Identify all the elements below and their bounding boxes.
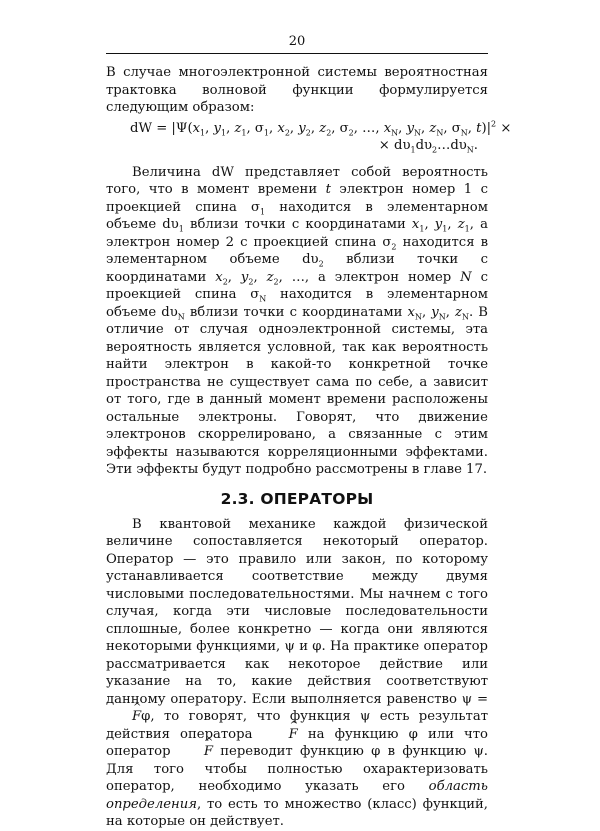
formula-line-2: × $d\upsilon_1d\upsilon_2\dots d\upsilon_N$. <box>378 137 478 155</box>
intro-paragraph: В случае многоэлектронной системы вероятностная трактовка волновой функции формулируется следующим образом: <box>106 65 488 115</box>
formula-line-1: dW = $|\Psi(x_1$, $y_1$, $z_1$, $\sigma_1$, $x_2$, $y_2$, $z_2$, $\sigma_2$, …, $x_N$, $y_N$, $z_N$, $\sigma_N$, $t)|^2$ × <box>130 119 512 138</box>
book-page <box>106 34 512 831</box>
page-number: 20 <box>288 34 306 49</box>
section-title: 2.3. ОПЕРАТОРЫ <box>220 489 374 508</box>
probability-paragraph: Величина dW представляет собой вероятность того, что в момент времени t электрон номер 1 с проекцией спина $\sigma_1$ находится в элементарном объеме $d\upsilon_1$ вблизи точки с координатами $x_1$, $y_1$, $z_1$, а электрон номер 2 с проекцией спина $\sigma_2$ находится в элементарном объеме $d\upsilon_2$ вблизи точки с координатами $x_2$, $y_2$, $z_2$, …, а электрон номер N с проекцией спина $\sigma_N$ находится в элементарном объеме $d\upsilon_N$ вблизи точки с координатами $x_N$, $y_N$, $z_N$. В отличие от случая одноэлектронной системы, эта вероятность является условной, так как вероятность найти электрон в какой-то конкретной точке пространства не существует сама по себе, а зависит от того, где в данный момент времени расположены остальные электроны. Говорят, что движение электронов скоррелировано, а связанные с этим эффекты называются корреляционными эффектами. Эти эффекты будут подробно рассмотрены в главе 17. <box>106 164 489 477</box>
operators-paragraph: В квантовой механике каждой физической величине сопоставляется некоторый оператор. Оператор — это правило или закон, по которому устанавливается соответствие между двумя числовыми последовательностями. Мы начнем с того случая, когда эти числовые последовательности сплошные, более конкретно — когда они являются некоторыми функциями, ψ и φ. На практике оператор рассматривается как некоторое действие или указание на то, какие действия соответствуют данному оператору. Если выполняется равенство ψ = ^ Fφ, то говорят, что функция ψ есть результат действия оператора ^ F на функцию φ или что оператор ^ F переводит функцию φ в функцию ψ. Для того чтобы полностью охарактеризовать оператор, необходимо указать его область определения, то есть то множество (класс) функций, на которые он действует. <box>106 516 488 831</box>
header-rule <box>106 53 488 54</box>
probability-formula <box>106 119 512 155</box>
